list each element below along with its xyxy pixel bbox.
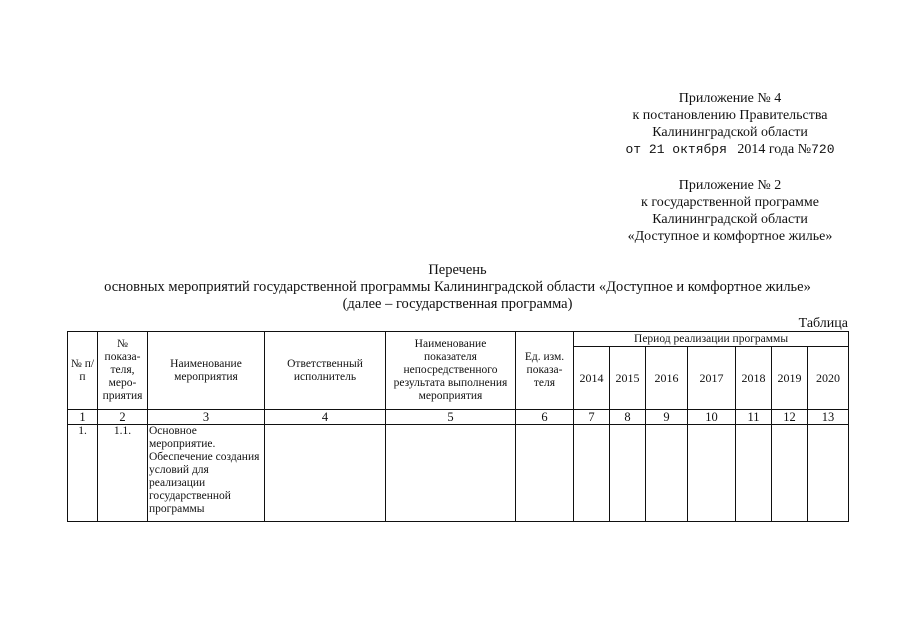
column-numbering-row xyxy=(68,410,849,425)
table-label: Таблица xyxy=(798,316,848,331)
table-row xyxy=(68,425,849,522)
column-number: 5 xyxy=(386,410,516,425)
row-code: 1.1. xyxy=(98,425,148,522)
annex-2-block xyxy=(600,177,860,245)
annex-2-program-name: «Доступное и комфортное жилье» xyxy=(627,229,833,244)
column-number: 8 xyxy=(610,410,646,425)
header-indicator-number: № показа-теля, меро-приятия xyxy=(98,332,148,410)
header-year: 2015 xyxy=(610,347,646,410)
column-number: 9 xyxy=(646,410,688,425)
column-number: 2 xyxy=(98,410,148,425)
header-period: Период реализации программы xyxy=(574,332,849,347)
annex-4-date-line xyxy=(600,141,860,158)
row-year-value xyxy=(646,425,688,522)
document-heading xyxy=(60,262,855,313)
column-number: 11 xyxy=(736,410,772,425)
column-number: 10 xyxy=(688,410,736,425)
annex-4-date-prefix: от 21 октября xyxy=(625,142,727,157)
annex-2-reference: к государственной программе xyxy=(641,195,819,210)
column-number: 13 xyxy=(808,410,849,425)
row-number: 1. xyxy=(68,425,98,522)
column-number: 3 xyxy=(148,410,265,425)
header-number: № п/п xyxy=(68,332,98,410)
row-unit xyxy=(516,425,574,522)
annex-4-reference: к постановлению Правительства xyxy=(632,108,828,123)
column-number: 6 xyxy=(516,410,574,425)
row-indicator xyxy=(386,425,516,522)
heading-note: (далее – государственная программа) xyxy=(342,296,573,312)
header-row-1 xyxy=(68,332,849,347)
annex-4-date-suffix: 2014 года № xyxy=(737,142,812,157)
heading-title: Перечень xyxy=(428,262,487,278)
row-year-value xyxy=(688,425,736,522)
header-year: 2017 xyxy=(688,347,736,410)
header-measure-name: Наименование мероприятия xyxy=(148,332,265,410)
header-year: 2018 xyxy=(736,347,772,410)
header-indicator-name: Наименование показателя непосредственного результата выполнения мероприятия xyxy=(386,332,516,410)
annex-4-region: Калининградской области xyxy=(652,125,808,140)
header-unit: Ед. изм. показа-теля xyxy=(516,332,574,410)
row-year-value xyxy=(736,425,772,522)
header-year: 2014 xyxy=(574,347,610,410)
annex-4-title: Приложение № 4 xyxy=(678,91,782,106)
row-executor xyxy=(265,425,386,522)
annex-4-number: 720 xyxy=(811,142,835,157)
row-year-value xyxy=(574,425,610,522)
annex-2-region: Калининградской области xyxy=(652,212,808,227)
row-year-value xyxy=(610,425,646,522)
annex-2-title: Приложение № 2 xyxy=(678,178,782,193)
column-number: 7 xyxy=(574,410,610,425)
column-number: 12 xyxy=(772,410,808,425)
header-year: 2016 xyxy=(646,347,688,410)
row-year-value xyxy=(808,425,849,522)
header-year: 2019 xyxy=(772,347,808,410)
header-executor: Ответственный исполнитель xyxy=(265,332,386,410)
measures-table xyxy=(67,331,849,522)
column-number: 4 xyxy=(265,410,386,425)
annex-4-block xyxy=(600,90,860,158)
row-measure-name: Основное мероприятие. Обеспечение создания условий для реализации государственной программы xyxy=(148,425,265,522)
row-year-value xyxy=(772,425,808,522)
header-year: 2020 xyxy=(808,347,849,410)
column-number: 1 xyxy=(68,410,98,425)
heading-subtitle: основных мероприятий государственной программы Калининградской области «Доступное и комфортное жилье» xyxy=(104,279,811,295)
